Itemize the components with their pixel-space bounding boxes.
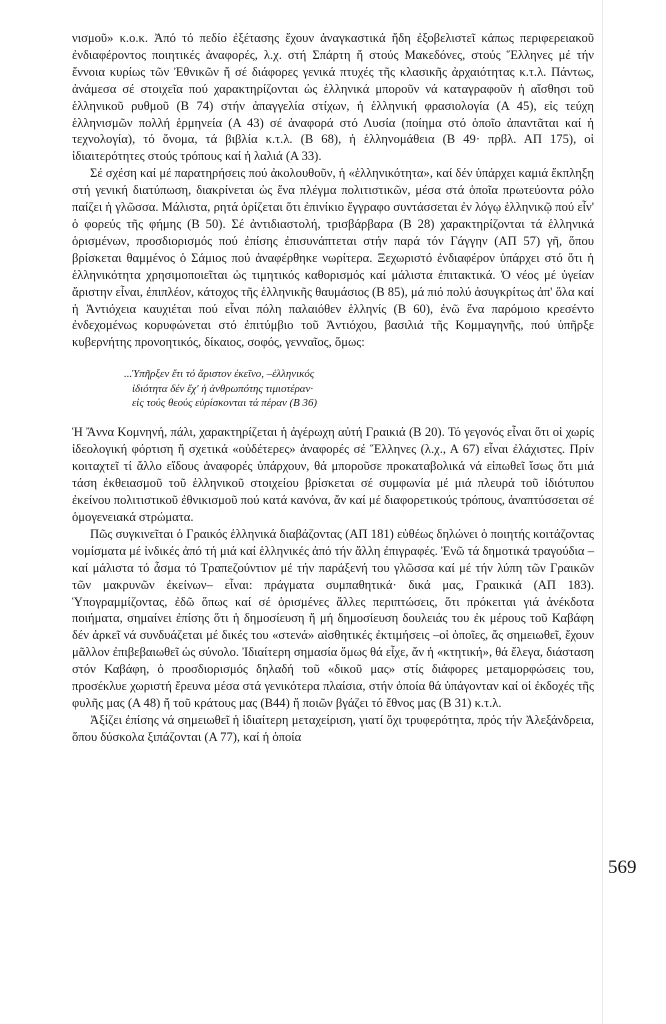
page-number: 569 <box>608 857 637 878</box>
paragraph-hellenicity: Σέ σχέση καί μέ παρατηρήσεις πού ἀκολουθοῦν, ἡ «ἑλληνικότητα», καί δέν ὑπάρχει καμιά ἔκπληξη στή γενική διατύπωση, διακρίνεται ὡς ἕνα πλέγμα πολιτιστικῶν, μέσα στά ὁποῖα πρωτεύοντα ρόλο παίζει ἡ γλῶσσα. Μάλιστα, ρητά ὁρίζεται ὅτι ἐπινίκιο ἔγγραφο συντάσσεται ἐν λόγῳ ἑλληνικῷ πού εἶν' ὁ φορεύς τῆς φήμης (Β 50). Σέ ἀντιδιαστολή, τρισβάρβαρα (Β 28) χαρακτηρίζονται τά ἑλληνικά ὁρισμένων, προσδιορισμός πού ἐπίσης ἐπισυνάπτεται στήν παρά τόν Γάγγην (ΑΠ 57) γῆ, ὅπου βρίσκεται θαμμένος ὁ Σάμιος πού ἀναφέρθηκε νωρίτερα. Ξεχωριστό ἐνδιαφέρον ὑπάρχει στό ὅτι ἡ ἑλληνικότητα χρησιμοποιεῖται ὡς τιμητικός καθορισμός καί μάλιστα ἐπιτακτικά. Ὁ νέος μέ ὑγείαν ἄριστην εἶναι, ἐπιπλέον, κάτοχος τῆς ἑλληνικῆς θαυμάσιος (Β 85), μά πιό πολύ ἀσυγκρίτως ἀπ' ὅλα καί ἡ Ἀντιόχεια καυχιέται πού εἶναι πόλη παλαιόθεν ἑλληνίς (Β 60), ἐνῶ ἕνα παρόμοιο κρεσέντο ἐνδεχομένως κορυφώνεται στό ἐπιτύμβιο τοῦ Ἀντιόχου, βασιλιά τῆς Κομμαγηνῆς, πού ὑπῆρξε κυβερνήτης προνοητικός, δίκαιος, σοφός, γενναῖος, ὅμως: <box>72 166 594 350</box>
book-page-text <box>72 30 594 746</box>
paragraph-anna-komnene: Ἡ Ἄννα Κομνηνή, πάλι, χαρακτηρίζεται ἡ ἀγέρωχη αὐτή Γραικιά (Β 20). Τό γεγονός εἶναι ὅτι οἱ χωρίς ἰδεολογική φόρτιση ἤ σχετικά «οὐδέτερες» ἀναφορές σέ Ἕλληνες (λ.χ., Α 67) εἶναι ἐλάχιστες. Πρίν κοιταχτεῖ τί ἄλλο εἴδους ἀναφορές ὑπάρχουν, θά μποροῦσε προκαταβολικά νά εἰπωθεῖ ἴσως ὅτι μιά τάση ἐκθειασμοῦ τοῦ ἑλληνικοῦ στοιχείου βρίσκεται σέ συμφωνία μέ μιά πλευρά τοῦ ἰδιότυπου ἐκείνου πολιτιστικοῦ ἐθνικισμοῦ πού κατά κανόνα, ἄν καί μέ διαφορετικούς τρόπους, ἀναπτύσσεται σέ ὁμογενειακά στρώματα. <box>72 425 594 524</box>
poem-quotation <box>124 367 594 410</box>
quote-line: ἰδιότητα δέν ἔχ' ἡ ἀνθρωπότης τιμιοτέραν· <box>132 382 314 395</box>
quote-line: ...Ὑπῆρξεν ἔτι τό ἄριστον ἐκεῖνο, –ἑλληνικός <box>124 368 315 381</box>
quote-line: εἰς τούς θεούς εὑρίσκονται τά πέραν (Β 36) <box>132 397 318 410</box>
paragraph-continuation: νισμοῦ» κ.ο.κ. Ἀπό τό πεδίο ἐξέτασης ἔχουν ἀναγκαστικά ἤδη ἐξοβελιστεῖ κάπως περιφερειακοῦ ἐνδιαφέροντος ποιητικές ἀναφορές, λ.χ. στή Σπάρτη ἤ στούς Μακεδόνες, στούς Ἕλληνες μέ τήν ἔννοια κυρίως τῶν Ἐθνικῶν ἤ σέ διάφορες γενικά πτυχές τῆς κλασικῆς ἀρχαιότητας κ.τ.λ. Πάντως, ἀνάμεσα σέ στοιχεῖα πού χαρακτηρίζονται ὡς ἑλληνικά μποροῦν νά καταγραφοῦν ἡ αἴσθησι τοῦ ἑλληνικοῦ ρυθμοῦ (Β 74) στήν ἀπαγγελία στίχων, ἡ ἑλληνική φρασιολογία (Α 45), εἰς τεύχη ἑλληνισμῶν πολλή ἑρμηνεία (Α 43) σέ ἀναφορά στό Λυσία (ποίημα στό ὁποῖο ἀπαντᾶται καί ἡ τεχνολογία), τό ὄνομα, τά βιβλία κ.τ.λ. (Β 68), ἡ ἑλληνομάθεια (Β 49· πρβλ. ΑΠ 175), οἱ ἰδιαιτερότητες στούς τρόπους καί ἡ λαλιά (Α 33). <box>72 31 594 164</box>
scan-edge <box>602 0 603 1024</box>
paragraph-graikos: Πῶς συγκινεῖται ὁ Γραικός ἑλληνικά διαβάζοντας (ΑΠ 181) εὐθέως δηλώνει ὁ ποιητής κοιτάζοντας νομίσματα μέ ἰνδικές ἀπό τή μιά καί ἑλληνικές ἀπό τήν ἄλλη ἐπιγραφές. Ἐνῶ τά δημοτικά τραγούδια –καί μάλιστα τό ἆσμα τό Τραπεζούντιον μέ τήν παράξενή του γλῶσσα καί μέ τήν λύπη τῶν Γραικῶν τῶν μακρυνῶν ἐκείνων– εἶναι: πράγματα συμπαθητικά· δικά μας, Γραικικά (ΑΠ 183). Ὑπογραμμίζοντας, ἐδῶ ὅπως καί σέ ὁρισμένες ἄλλες περιπτώσεις, ὅτι πρόκειται γιά ἀνέκδοτα ποιήματα, σημαίνει ἐπίσης ὅτι ἡ δημοσίευση ἤ μή δημοσίευση δουλειάς του ἐκ μέρους τοῦ Καβάφη δέν ἀρκεῖ νά συνδυάζεται μέ δικές του «στενά» αἰσθητικές ἐκτιμήσεις –οἱ ὁποῖες, ἄς σημειωθεῖ, ἔχουν μᾶλλον ἐπιβεβαιωθεῖ ὡς σύνολο. Ἰδιαίτερη σημασία ὅμως θά εἶχε, ἄν ἡ «κτητική», θά ἔλεγα, διάσταση στόν Καβάφη, ὁ προσδιορισμός δηλαδή τοῦ «δικοῦ μας» στίς διάφορες μεταμορφώσεις του, προσέκλυε χωριστή ἔρευνα μέσα στά γενικότερα πλαίσια, στήν ὁποία θά ὑπάγονταν καί οἱ ἐκδοχές τῆς φυλῆς μας (Α 48) ἤ τοῦ κράτους μας (Β44) ἤ ποιῶν βγάζει τό ἔθνος μας (Β 31) κ.τ.λ. <box>72 526 594 710</box>
paragraph-alexandria: Ἀξίζει ἐπίσης νά σημειωθεῖ ἡ ἰδιαίτερη μεταχείριση, γιατί ὄχι τρυφερότητα, πρός τήν Ἀλεξάνδρεια, ὅπου δύσκολα ξιπάζονται (Α 77), καί ἡ ὁποία <box>72 712 594 744</box>
